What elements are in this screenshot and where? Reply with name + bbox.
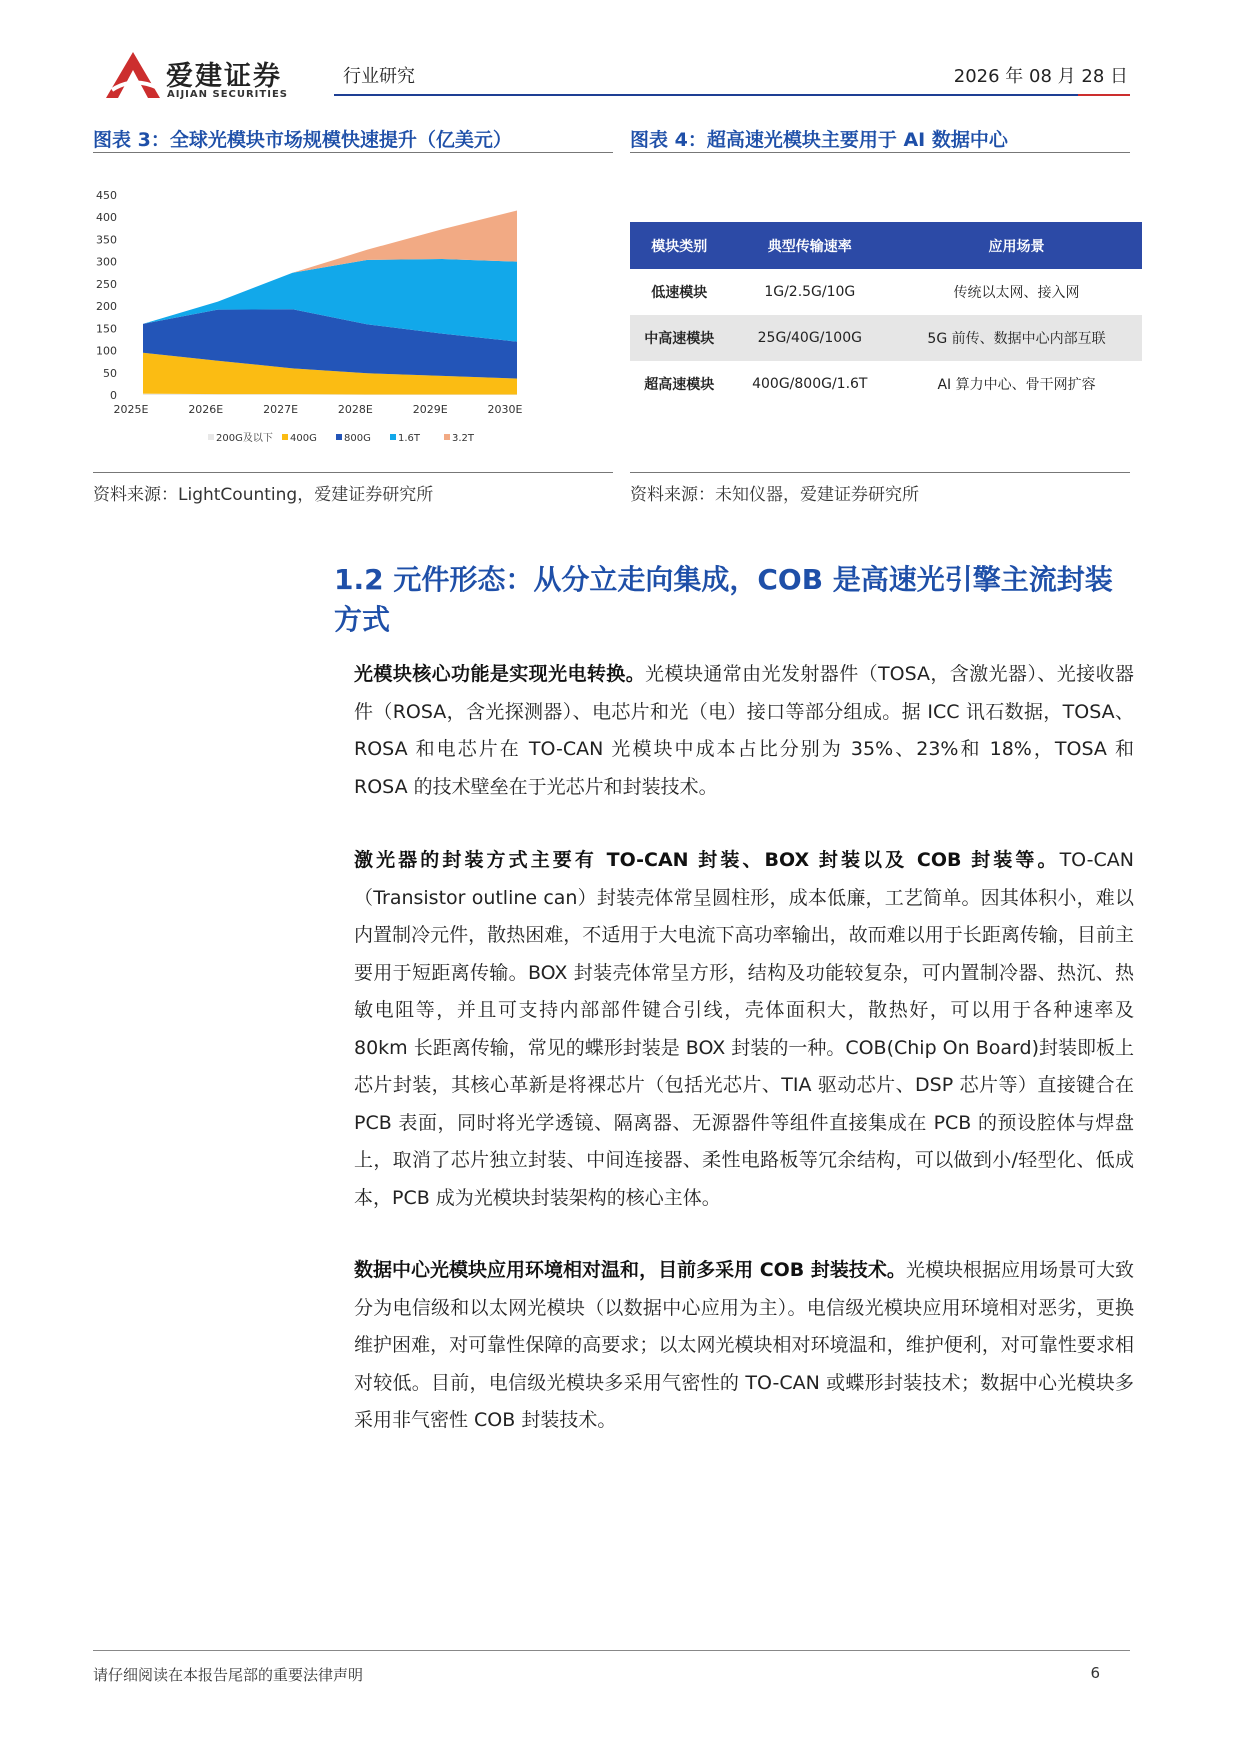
table-cell: 25G/40G/100G <box>729 315 891 361</box>
y-tick-label: 300 <box>96 255 117 269</box>
x-tick-label: 2027E <box>263 403 299 416</box>
legend-swatch <box>336 434 342 440</box>
legend-label: 200G及以下 <box>216 433 273 444</box>
logo-text: 爱建证券 <box>166 61 282 92</box>
figure4-top-rule <box>630 152 1130 153</box>
y-tick-label: 200 <box>96 300 117 314</box>
paragraph-lead: 光模块核心功能是实现光电转换。 <box>354 663 646 685</box>
x-tick-label: 2026E <box>188 403 224 416</box>
figure4-bottom-rule <box>630 472 1130 473</box>
table-cell: 中高速模块 <box>630 315 729 361</box>
table-row <box>630 361 1142 407</box>
legend-swatch <box>282 434 288 440</box>
legend-swatch <box>444 434 450 440</box>
page-number: 6 <box>1090 1664 1100 1682</box>
figure4-source: 资料来源：未知仪器，爱建证券研究所 <box>630 485 919 505</box>
table-header-row <box>630 222 1142 269</box>
paragraph-body: 光模块通常由光发射器件（TOSA，含激光器）、光接收器件（ROSA，含光探测器）、电芯片和光（电）接口等部分组成。据 ICC 讯石数据，TOSA、ROSA 和电芯片在 TO-CAN 光模块中成本占比分别为 35%、23%和 18%，TOSA 和 ROSA 的技术壁垒在于光芯片和封装技术。 <box>354 663 1134 798</box>
logo-subtitle: AIJIAN SECURITIES <box>167 89 288 100</box>
figure3-chart <box>93 185 613 450</box>
table-header-cell: 模块类别 <box>630 222 729 269</box>
paragraph-lead: 激光器的封装方式主要有 TO-CAN 封装、BOX 封装以及 COB 封装等。 <box>354 849 1060 871</box>
x-tick-label: 2030E <box>487 403 523 416</box>
legend-swatch <box>208 434 214 440</box>
table-cell: 低速模块 <box>651 285 708 301</box>
legal-disclaimer-note: 请仔细阅读在本报告尾部的重要法律声明 <box>93 1666 364 1684</box>
aijian-logo-icon <box>104 50 162 100</box>
figure3-bottom-rule <box>93 472 613 473</box>
legend-label: 800G <box>344 433 371 444</box>
paragraph-body: 光模块根据应用场景可大致分为电信级和以太网光模块（以数据中心应用为主）。电信级光模块应用环境相对恶劣，更换维护困难，对可靠性保障的高要求；以太网光模块相对环境温和，维护便利，对可靠性要求相对较低。目前，电信级光模块多采用气密性的 TO-CAN 或蝶形封装技术；数据中心光模块多采用非气密性 COB 封装技术。 <box>354 1259 1134 1431</box>
figure3-top-rule <box>93 152 613 153</box>
y-tick-label: 100 <box>96 344 117 358</box>
section-heading: 1.2 元件形态：从分立走向集成，COB 是高速光引擎主流封装方式 <box>334 563 1113 636</box>
legend-label: 400G <box>290 433 317 444</box>
table-cell: 超高速模块 <box>644 377 715 393</box>
header-divider <box>334 94 1130 96</box>
report-date: 2026 年 08 月 28 日 <box>953 66 1128 87</box>
figure4-table-wrap <box>630 222 1142 407</box>
footer-divider <box>93 1650 1130 1651</box>
table-cell: AI 算力中心、骨干网扩容 <box>937 377 1096 393</box>
table-cell: 400G/800G/1.6T <box>752 376 868 392</box>
legend-swatch <box>390 434 396 440</box>
figure3-source: 资料来源：LightCounting，爱建证券研究所 <box>93 485 434 505</box>
x-tick-label: 2029E <box>412 403 448 416</box>
module-category-table <box>630 222 1142 407</box>
table-row <box>630 269 1142 315</box>
legend-label: 1.6T <box>398 433 421 444</box>
table-header-cell: 应用场景 <box>891 222 1142 269</box>
y-tick-label: 250 <box>96 277 117 291</box>
table-cell: 传统以太网、接入网 <box>953 285 1080 301</box>
y-tick-label: 450 <box>96 189 117 202</box>
y-tick-label: 50 <box>103 366 117 380</box>
legend-label: 3.2T <box>452 433 475 444</box>
paragraph-lead: 数据中心光模块应用环境相对温和，目前多采用 COB 封装技术。 <box>354 1259 906 1281</box>
report-category: 行业研究 <box>343 66 415 87</box>
figure3-title: 图表 3：全球光模块市场规模快速提升（亿美元） <box>93 129 512 151</box>
y-tick-label: 400 <box>96 211 117 225</box>
paragraph-datacenter-cob <box>354 1252 1134 1440</box>
y-tick-label: 350 <box>96 233 117 247</box>
x-tick-label: 2025E <box>113 403 149 416</box>
y-tick-label: 0 <box>110 389 117 402</box>
header-divider-accent <box>1078 94 1130 96</box>
table-cell: 5G 前传、数据中心内部互联 <box>891 315 1142 361</box>
market-size-area-chart <box>93 185 613 450</box>
table-cell: 1G/2.5G/10G <box>764 284 856 300</box>
x-tick-label: 2028E <box>337 403 373 416</box>
table-row <box>630 315 1142 361</box>
figure4-title: 图表 4：超高速光模块主要用于 AI 数据中心 <box>630 129 1008 151</box>
y-tick-label: 150 <box>96 322 117 336</box>
paragraph-photoelectric <box>354 656 1134 806</box>
paragraph-laser-packaging <box>354 842 1134 1217</box>
table-header-cell: 典型传输速率 <box>729 222 891 269</box>
paragraph-body: TO-CAN（Transistor outline can）封装壳体常呈圆柱形，成本低廉，工艺简单。因其体积小，难以内置制冷元件，散热困难，不适用于大电流下高功率输出，故而难以用于长距离传输，目前主要用于短距离传输。BOX 封装壳体常呈方形，结构及功能较复杂，可内置制冷器、热沉、热敏电阻等，并且可支持内部部件键合引线，壳体面积大，散热好，可以用于各种速率及 80km 长距离传输，常见的蝶形封装是 BOX 封装的一种。COB(Chip On Board)封装即板上芯片封装，其核心革新是将裸芯片（包括光芯片、TIA 驱动芯片、DSP 芯片等）直接键合在 PCB 表面，同时将光学透镜、隔离器、无源器件等组件直接集成在 PCB 的预设腔体与焊盘上，取消了芯片独立封装、中间连接器、柔性电路板等冗余结构，可以做到小/轻型化、低成本，PCB 成为光模块封装架构的核心主体。 <box>354 849 1134 1209</box>
